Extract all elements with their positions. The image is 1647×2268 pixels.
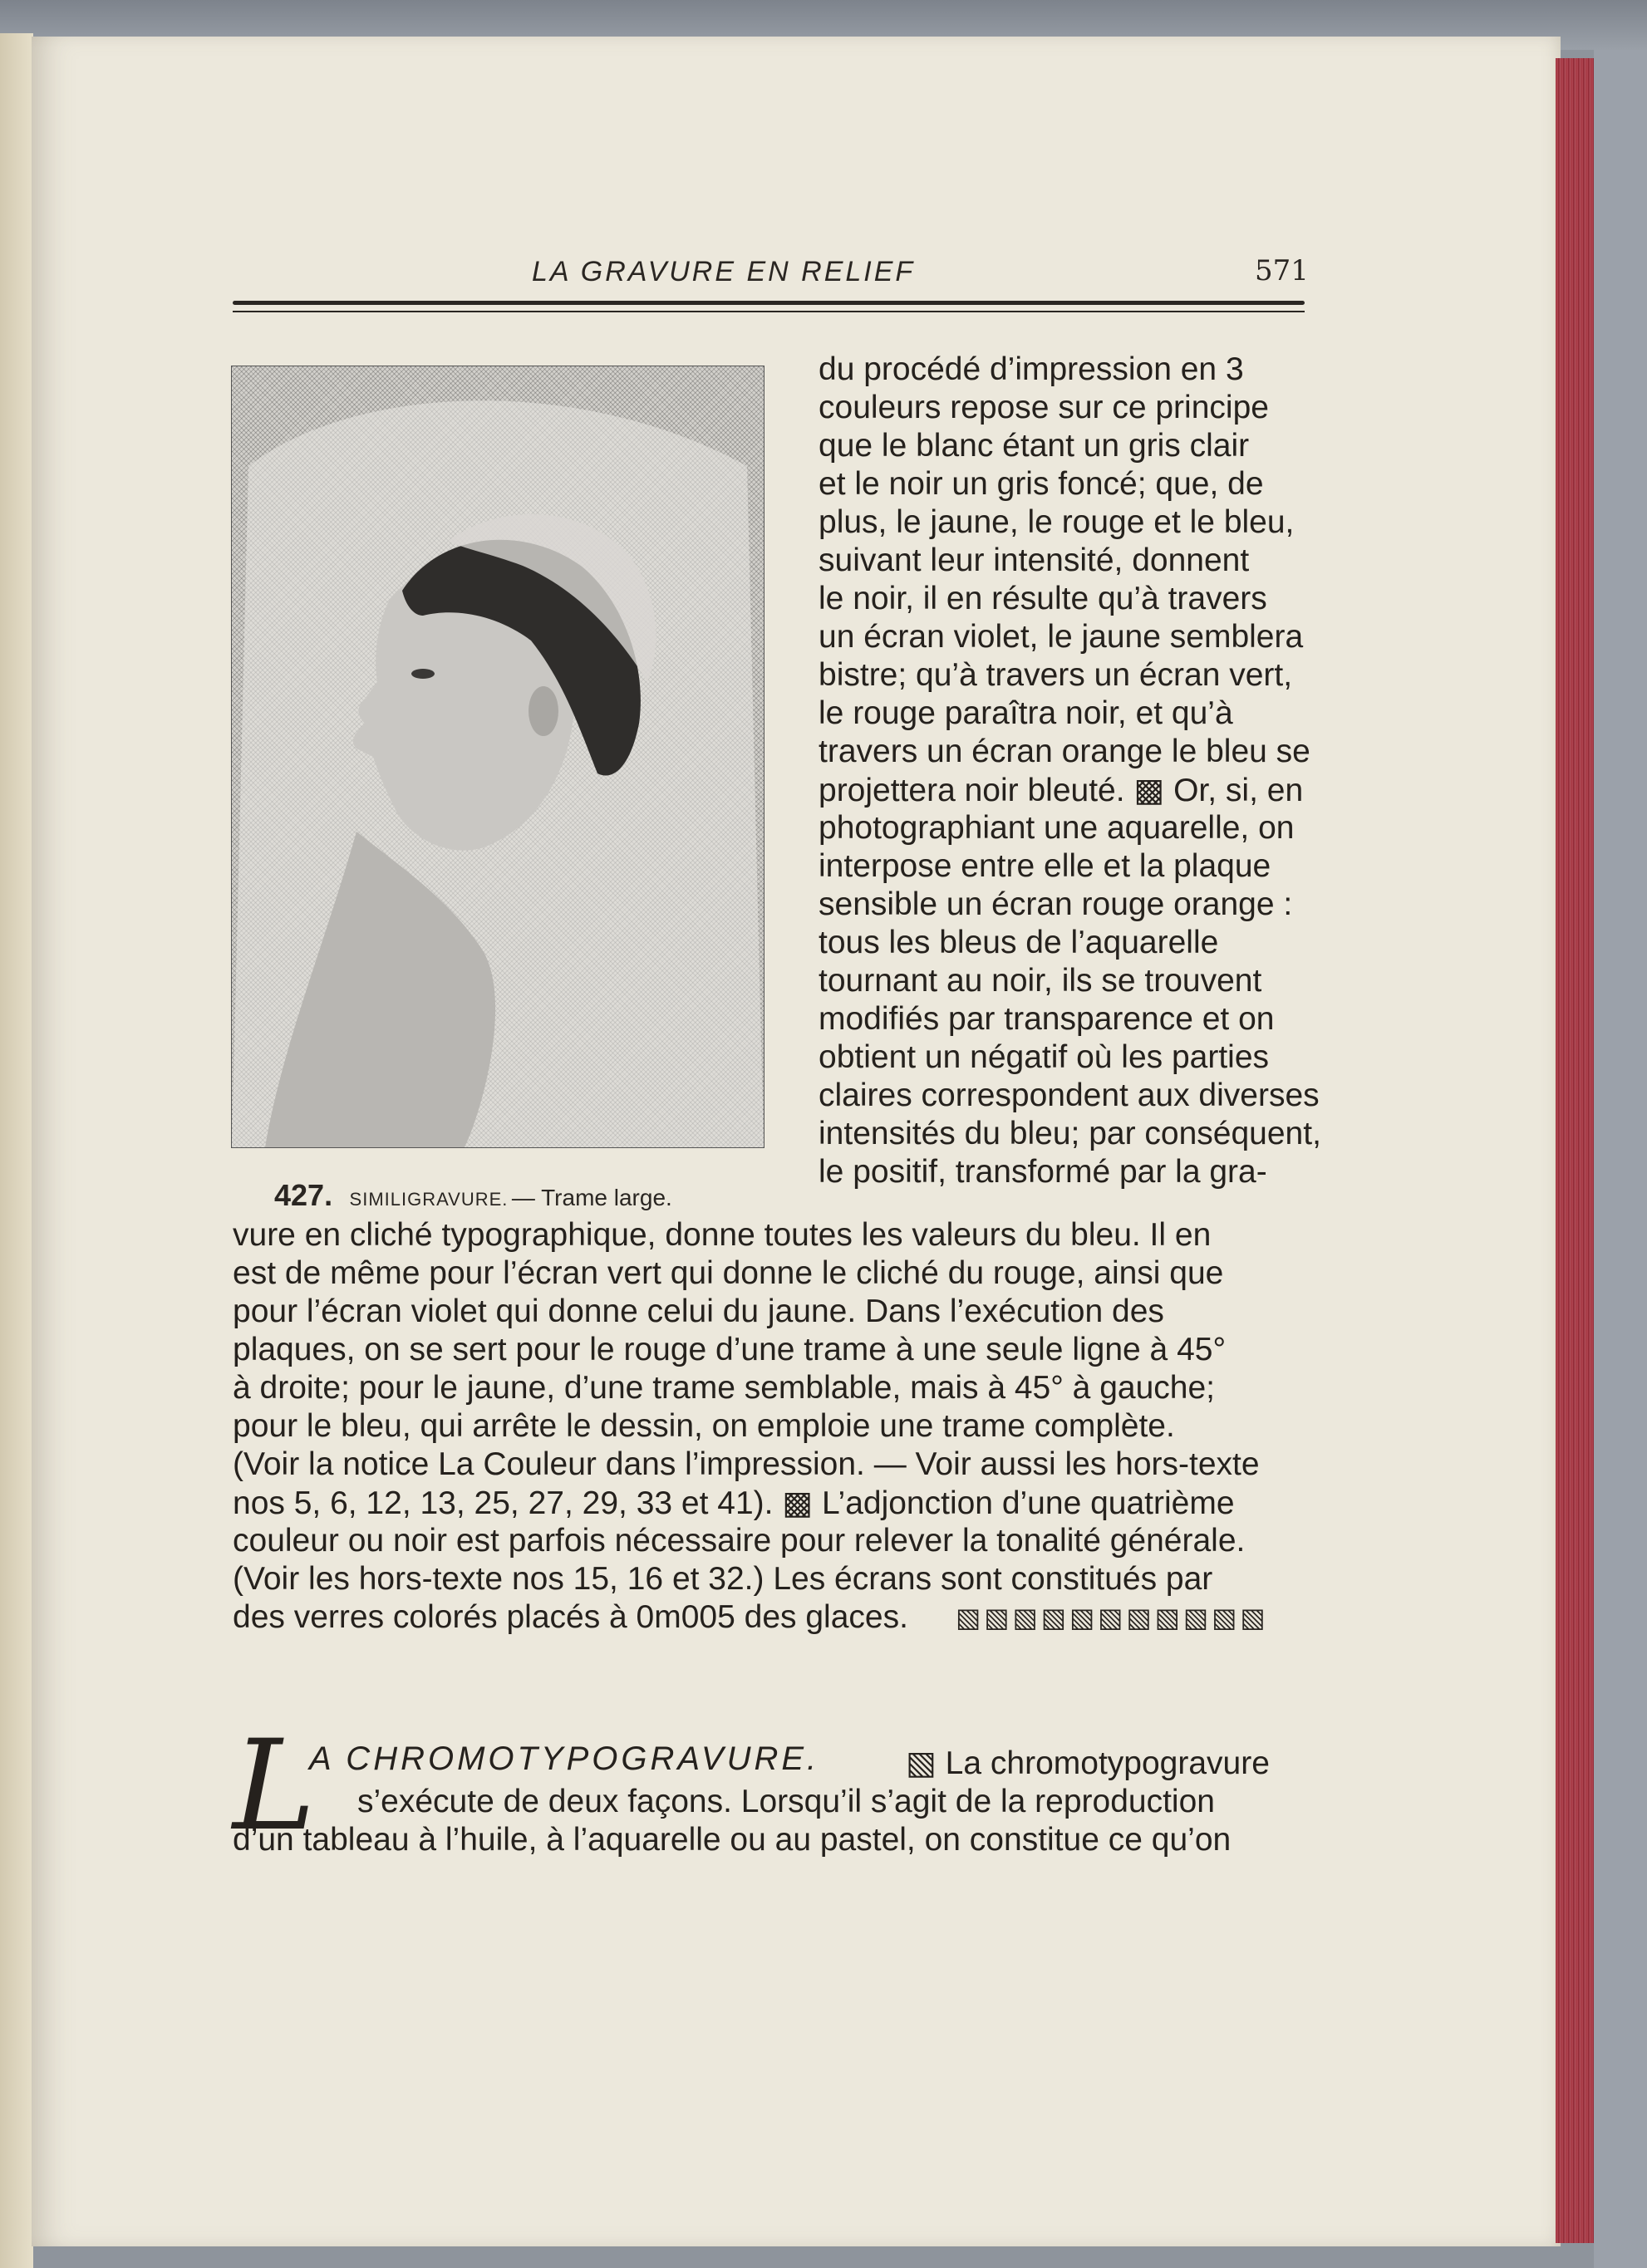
text-line: obtient un négatif où les parties [819,1039,1270,1075]
book-cover-right [1594,50,1647,2268]
text-line: un écran violet, le jaune semblera [819,619,1304,655]
text-line: le positif, transformé par la gra- [819,1154,1267,1190]
text-line: modifiés par transparence et on [819,1001,1275,1037]
header-rule-thin [233,311,1305,312]
text-line: pour le bleu, qui arrête le dessin, on emploie une trame complète. [233,1408,1175,1444]
text-line: pour l’écran violet qui donne celui du jaune. Dans l’exécution des [233,1294,1164,1329]
running-title: LA GRAVURE EN RELIEF [532,256,916,287]
text-line: nos 5, 6, 12, 13, 25, 27, 29, 33 et 41). ▩ L’adjonction d’une quatrième [233,1485,1235,1521]
text-line: couleur ou noir est parfois nécessaire pour relever la tonalité générale. [233,1523,1246,1559]
text-line: claires correspondent aux diverses [819,1078,1320,1113]
text-line: d’un tableau à l’huile, à l’aquarelle ou au pastel, on constitue ce qu’on [233,1822,1232,1858]
text-line: (Voir la notice La Couleur dans l’impression. — Voir aussi les hors-texte [233,1446,1260,1482]
header-rule-thick [233,301,1305,305]
page-number: 571 [1255,254,1309,287]
text-line: et le noir un gris foncé; que, de [819,466,1264,502]
text-line: plaques, on se sert pour le rouge d’une trame à une seule ligne à 45° [233,1332,1227,1367]
text-line: est de même pour l’écran vert qui donne le cliché du rouge, ainsi que [233,1255,1224,1291]
figure-caption-text: — Trame large. [511,1185,672,1210]
section-heading: A CHROMOTYPOGRAVURE. [309,1740,820,1777]
book-gutter [0,33,33,2268]
text-line: suivant leur intensité, donnent [819,542,1250,578]
text-line: interpose entre elle et la plaque [819,848,1271,884]
text-line: bistre; qu’à travers un écran vert, [819,657,1293,693]
text-line: photographiant une aquarelle, on [819,810,1295,846]
text-line: que le blanc étant un gris clair [819,428,1250,464]
portrait-illustration [232,366,764,1147]
text-line: le noir, il en résulte qu’à travers [819,581,1267,616]
text-line: tournant au noir, ils se trouvent [819,963,1262,999]
ornament-row: ▧▧▧▧▧▧▧▧▧▧▧ [956,1602,1269,1633]
figure-number: 427. [274,1178,333,1212]
text-line: couleurs repose sur ce principe [819,390,1269,425]
halftone-portrait-image [231,366,765,1148]
text-line: le rouge paraîtra noir, et qu’à [819,695,1233,731]
text-line: s’exécute de deux façons. Lorsqu’il s’agit de la reproduction [357,1784,1215,1819]
figure-title: SIMILIGRAVURE. [349,1189,509,1210]
text-line: vure en cliché typographique, donne toutes les valeurs du bleu. Il en [233,1217,1212,1253]
text-line: intensités du bleu; par conséquent, [819,1116,1321,1151]
text-line: projettera noir bleuté. ▩ Or, si, en [819,773,1304,808]
text-line: des verres colorés placés à 0m005 des glaces. [233,1599,908,1635]
dropcap-letter: L [233,1714,316,1858]
text-line: travers un écran orange le bleu se [819,734,1310,769]
section-first-line: ▧ La chromotypogravure [906,1745,1270,1781]
text-line: à droite; pour le jaune, d’une trame semblable, mais à 45° à gauche; [233,1370,1215,1406]
text-line: (Voir les hors-texte nos 15, 16 et 32.) Les écrans sont constitués par [233,1561,1213,1597]
page-edges [1556,58,1595,2243]
text-line: sensible un écran rouge orange : [819,886,1293,922]
text-line: plus, le jaune, le rouge et le bleu, [819,504,1295,540]
figure-caption [274,1178,672,1213]
text-line: tous les bleus de l’aquarelle [819,925,1219,960]
text-line: du procédé d’impression en 3 [819,351,1244,387]
